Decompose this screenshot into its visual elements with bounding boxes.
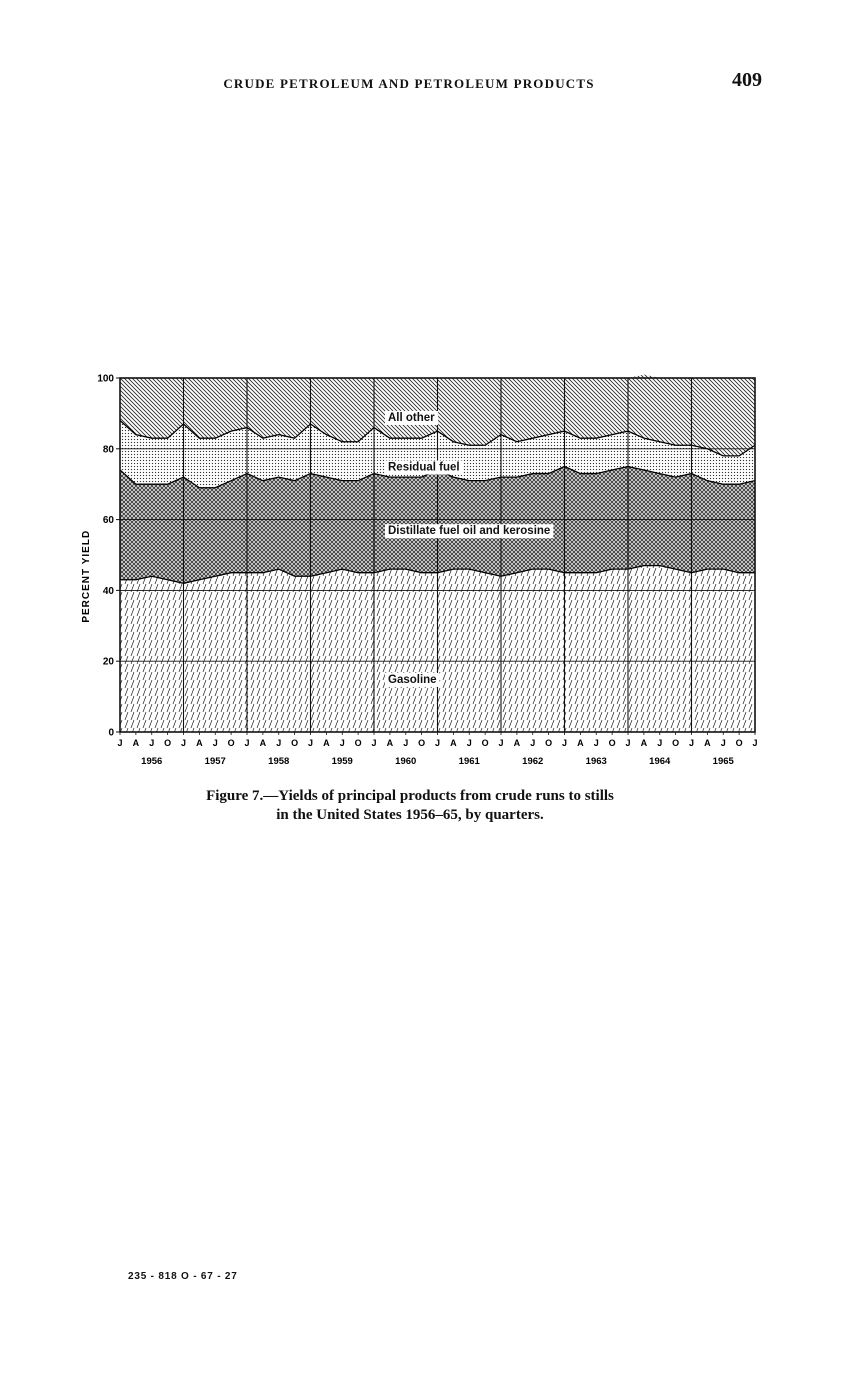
x-tick-label-1: A <box>132 738 140 748</box>
x-tick-label-29: A <box>577 738 584 748</box>
x-tick-label-28: J <box>561 738 568 748</box>
series-label-gasoline <box>385 673 440 687</box>
series-label-residual-fuel <box>385 461 463 475</box>
running-head: CRUDE PETROLEUM AND PETROLEUM PRODUCTS <box>223 76 595 91</box>
year-label-1965: 1965 <box>712 756 734 767</box>
figure-caption <box>150 787 670 825</box>
x-tick-label-13: A <box>323 738 330 748</box>
x-tick-label-24: J <box>498 738 504 748</box>
x-tick-label-22: J <box>466 738 472 748</box>
year-label-1957: 1957 <box>204 756 226 767</box>
y-tick-label-80: 80 <box>102 444 114 456</box>
x-tick-label-17: A <box>386 738 394 748</box>
y-tick-label-20: 20 <box>102 656 114 668</box>
x-tick-label-21: A <box>450 738 457 748</box>
x-tick-label-27: O <box>545 738 553 748</box>
x-tick-label-33: A <box>640 738 648 748</box>
y-tick-label-40: 40 <box>102 585 114 597</box>
x-tick-label-8: J <box>244 738 250 748</box>
x-tick-label-20: J <box>434 738 441 748</box>
x-tick-label-19: O <box>418 738 426 748</box>
year-label-1961: 1961 <box>458 756 480 767</box>
x-tick-label-12: J <box>307 738 314 748</box>
x-tick-label-32: J <box>625 738 631 748</box>
x-tick-label-18: J <box>403 738 409 748</box>
x-tick-label-6: J <box>212 738 218 748</box>
year-label-1963: 1963 <box>585 756 607 767</box>
series-label-text-gasoline: Gasoline <box>388 673 437 686</box>
x-tick-label-4: J <box>180 738 187 748</box>
x-tick-label-37: A <box>704 738 711 748</box>
x-tick-label-26: J <box>530 738 536 748</box>
x-tick-label-10: J <box>276 738 282 748</box>
x-tick-label-34: J <box>657 738 663 748</box>
x-tick-label-3: O <box>164 738 172 748</box>
year-label-1959: 1959 <box>331 756 353 767</box>
x-tick-label-5: A <box>196 738 203 748</box>
x-tick-label-30: J <box>593 738 599 748</box>
year-label-1958: 1958 <box>268 756 290 767</box>
x-tick-label-31: O <box>608 738 616 748</box>
year-label-1956: 1956 <box>141 756 163 767</box>
x-tick-label-0: J <box>117 738 123 748</box>
footer-code: 235 - 818 O - 67 - 27 <box>128 1271 238 1282</box>
yields-area-chart <box>70 360 780 770</box>
series-label-distillate-fuel-oil-and-kerosine <box>385 524 553 538</box>
x-tick-label-38: J <box>720 738 726 748</box>
series-label-text-residual-fuel: Residual fuel <box>388 461 460 474</box>
series-label-all-other <box>385 411 438 425</box>
y-tick-label-60: 60 <box>102 515 114 527</box>
x-tick-label-25: A <box>513 738 521 748</box>
x-tick-label-40: J <box>752 738 758 748</box>
caption-line-1: Figure 7.—Yields of principal products from crude runs to stills <box>206 788 614 804</box>
x-tick-label-9: A <box>259 738 267 748</box>
year-label-1964: 1964 <box>649 756 671 767</box>
caption-line-2: in the United States 1956–65, by quarters. <box>276 807 544 823</box>
year-label-1962: 1962 <box>522 756 544 767</box>
x-tick-label-2: J <box>149 738 155 748</box>
x-tick-label-11: O <box>291 738 299 748</box>
series-label-text-all-other: All other <box>388 411 435 424</box>
y-axis-label: PERCENT YIELD <box>81 529 92 623</box>
x-tick-label-15: O <box>354 738 362 748</box>
page-number: 409 <box>732 69 762 91</box>
x-tick-label-7: O <box>227 738 235 748</box>
x-tick-label-35: O <box>672 738 680 748</box>
x-tick-label-36: J <box>688 738 695 748</box>
x-tick-label-14: J <box>339 738 345 748</box>
x-tick-label-39: O <box>735 738 743 748</box>
x-tick-label-16: J <box>371 738 377 748</box>
x-tick-label-23: O <box>481 738 489 748</box>
series-label-text-distillate-fuel-oil-and-kerosine: Distillate fuel oil and kerosine <box>388 525 551 538</box>
y-tick-label-0: 0 <box>108 727 114 739</box>
year-label-1960: 1960 <box>395 756 417 767</box>
y-tick-label-100: 100 <box>97 373 114 385</box>
